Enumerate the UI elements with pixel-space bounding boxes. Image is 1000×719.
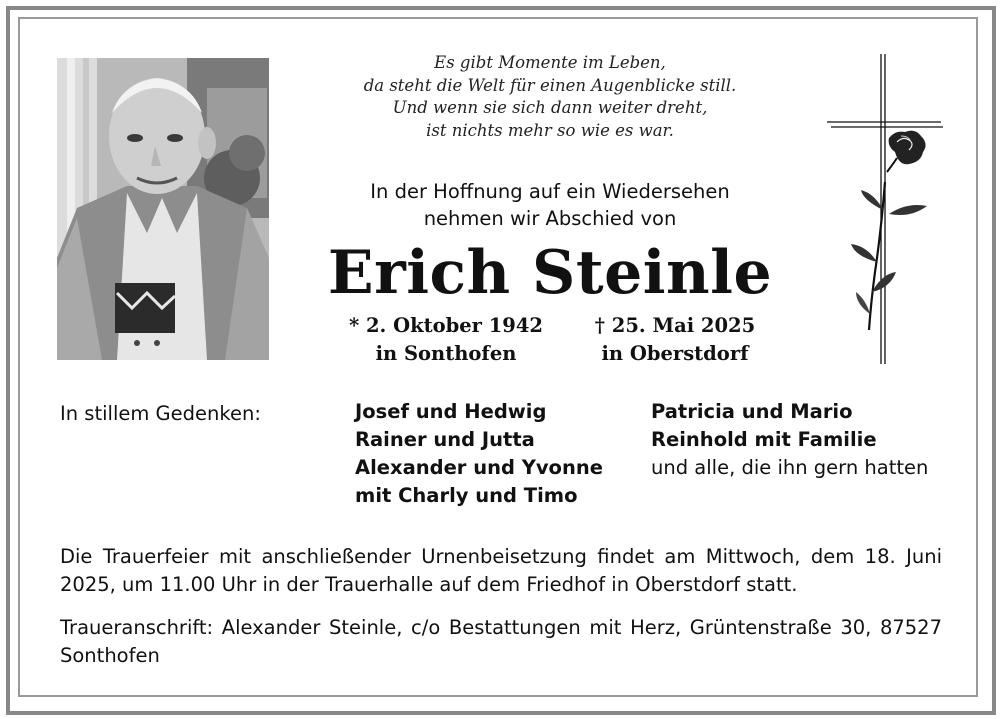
poem-block [330, 52, 770, 142]
poem-line: da steht die Welt für einen Augenblicke still. [363, 75, 737, 95]
mourner-name: Rainer und Jutta [355, 428, 535, 451]
memory-label: In stillem Gedenken: [60, 402, 261, 425]
poem-line: Es gibt Momente im Leben, [434, 53, 666, 72]
farewell-line: In der Hoffnung auf ein Wiedersehen [370, 180, 730, 203]
death-place: in Oberstdorf [601, 342, 749, 365]
poem-line: ist nichts mehr so wie es war. [426, 120, 674, 140]
mourner-name: Patricia und Mario [651, 400, 853, 423]
farewell-line: nehmen wir Abschied von [423, 207, 677, 230]
mourners-column-2 [651, 398, 928, 482]
birth-info [336, 312, 556, 368]
mourning-address-text: Traueranschrift: Alexander Steinle, c/o Bestattungen mit Herz, Grüntenstraße 30, 87527 Sonthofen [60, 616, 942, 667]
farewell-block [330, 178, 770, 232]
birth-place: in Sonthofen [375, 342, 517, 365]
deceased-name: Erich Steinle [327, 238, 773, 308]
death-info [580, 312, 770, 368]
poem-line: Und wenn sie sich dann weiter dreht, [392, 98, 708, 117]
mourners-column-1 [355, 398, 603, 510]
birth-date: * 2. Oktober 1942 [348, 314, 544, 337]
death-date: † 25. Mai 2025 [594, 314, 756, 337]
mourner-name: Alexander und Yvonne [355, 456, 603, 479]
mourner-name: Reinhold mit Familie [651, 428, 877, 451]
funeral-service-text: Die Trauerfeier mit anschließender Urnenbeisetzung findet am Mittwoch, dem 18. Juni 2025, um 11.00 Uhr in der Trauerhalle auf dem Friedhof in Oberstdorf statt. [60, 545, 942, 596]
portrait-photo [57, 58, 269, 360]
mourner-closing: und alle, die ihn gern hatten [651, 456, 929, 479]
cross-with-rose-icon [825, 52, 947, 366]
mourner-name: Josef und Hedwig [355, 400, 547, 423]
mourner-name: mit Charly und Timo [355, 484, 578, 507]
